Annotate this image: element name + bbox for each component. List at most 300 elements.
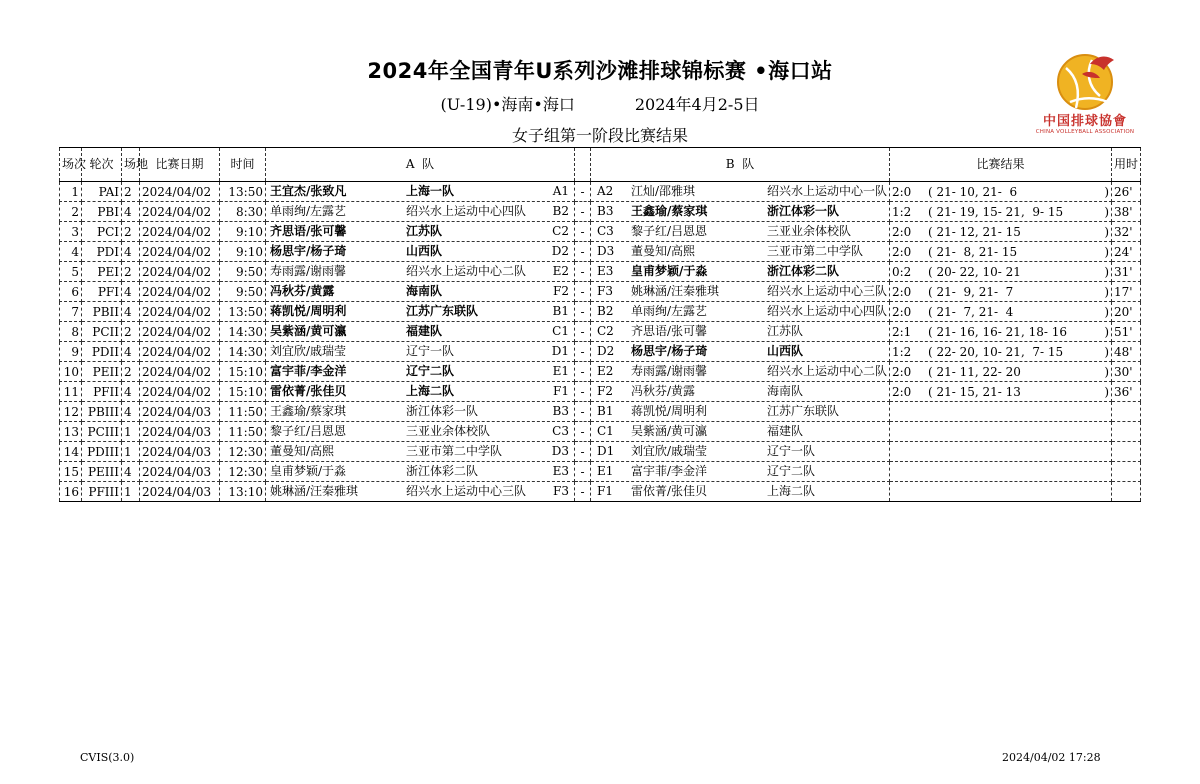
match-time: 15:10 xyxy=(220,362,266,382)
team-b-players: 吴紫涵/黄可瀛 xyxy=(631,424,708,438)
match-date: 2024/04/02 xyxy=(140,302,220,322)
versus-dash: - xyxy=(575,322,591,342)
team-b-cell xyxy=(591,382,890,402)
set-scores-close: ) xyxy=(1104,244,1109,259)
match-result xyxy=(890,202,1112,222)
team-b-cell xyxy=(591,422,890,442)
set-scores: ( 22- 20, 10- 21, 7- 15 xyxy=(928,344,1064,359)
set-scores-close: ) xyxy=(1104,204,1109,219)
team-a-position: E3 xyxy=(552,464,569,478)
team-a-cell xyxy=(266,242,575,262)
match-date: 2024/04/02 xyxy=(140,342,220,362)
match-court: 4 xyxy=(122,302,140,322)
header-row xyxy=(60,148,1141,182)
team-a-club: 绍兴水上运动中心四队 xyxy=(406,204,527,218)
versus-dash: - xyxy=(575,482,591,502)
match-round: PDIII xyxy=(82,442,122,462)
team-a-players: 黎子红/吕恩恩 xyxy=(270,424,347,438)
cva-logo xyxy=(1030,52,1140,144)
team-b-club: 江苏广东联队 xyxy=(767,404,840,418)
event-dates: 2024年4月2-5日 xyxy=(634,95,760,114)
match-result xyxy=(890,362,1112,382)
team-a-club: 绍兴水上运动中心三队 xyxy=(406,484,527,498)
match-time: 8:30 xyxy=(220,202,266,222)
match-court: 1 xyxy=(122,422,140,442)
match-date: 2024/04/02 xyxy=(140,182,220,202)
match-time: 9:50 xyxy=(220,262,266,282)
versus-dash: - xyxy=(575,462,591,482)
team-b-players: 冯秋芬/黄露 xyxy=(631,384,696,398)
match-court: 4 xyxy=(122,242,140,262)
match-court: 2 xyxy=(122,322,140,342)
team-b-players: 寿雨露/谢雨馨 xyxy=(631,364,708,378)
match-result xyxy=(890,222,1112,242)
team-a-position: D1 xyxy=(551,344,569,358)
match-duration: 17' xyxy=(1112,282,1141,302)
match-result xyxy=(890,342,1112,362)
table-row xyxy=(60,202,1141,222)
versus-dash: - xyxy=(575,222,591,242)
match-duration: 36' xyxy=(1112,382,1141,402)
table-row xyxy=(60,482,1141,502)
team-a-players: 齐思语/张可馨 xyxy=(270,224,347,238)
match-round: PBIII xyxy=(82,402,122,422)
results-table xyxy=(59,147,1141,502)
event-subtitle xyxy=(300,92,900,115)
team-a-position: E1 xyxy=(552,364,569,378)
header-duration: 用时 xyxy=(1112,148,1141,182)
set-scores-close: ) xyxy=(1104,284,1109,299)
team-a-cell xyxy=(266,462,575,482)
team-b-players: 刘宜欣/戚瑞莹 xyxy=(631,444,708,458)
match-court: 2 xyxy=(122,182,140,202)
table-row xyxy=(60,342,1141,362)
set-scores: ( 21- 15, 21- 13 xyxy=(928,384,1021,399)
team-a-position: F2 xyxy=(553,284,569,298)
team-b-players: 雷依菁/张佳贝 xyxy=(631,484,708,498)
versus-dash: - xyxy=(575,262,591,282)
match-date: 2024/04/02 xyxy=(140,222,220,242)
match-duration: 24' xyxy=(1112,242,1141,262)
match-time: 9:50 xyxy=(220,282,266,302)
versus-dash: - xyxy=(575,422,591,442)
print-timestamp: 2024/04/02 17:28 xyxy=(1002,751,1101,764)
match-time: 12:30 xyxy=(220,442,266,462)
header-no: 场次 xyxy=(60,148,82,182)
team-b-club: 江苏队 xyxy=(767,324,804,338)
match-no: 12 xyxy=(60,402,82,422)
team-b-position: A2 xyxy=(597,184,614,198)
versus-dash: - xyxy=(575,302,591,322)
match-result xyxy=(890,482,1112,502)
team-b-cell xyxy=(591,462,890,482)
team-b-position: F3 xyxy=(597,284,613,298)
match-no: 3 xyxy=(60,222,82,242)
results-body xyxy=(60,182,1141,502)
team-b-players: 齐思语/张可馨 xyxy=(631,324,708,338)
team-a-players: 皇甫梦颖/于淼 xyxy=(270,464,347,478)
team-a-club: 浙江体彩二队 xyxy=(406,464,479,478)
set-scores-close: ) xyxy=(1104,384,1109,399)
team-b-cell xyxy=(591,242,890,262)
team-b-position: D1 xyxy=(597,444,615,458)
match-round: PBI xyxy=(82,202,122,222)
versus-dash: - xyxy=(575,202,591,222)
match-time: 14:30 xyxy=(220,322,266,342)
match-result xyxy=(890,262,1112,282)
team-a-cell xyxy=(266,302,575,322)
team-b-club: 绍兴水上运动中心四队 xyxy=(766,304,887,318)
team-b-club: 三亚业余体校队 xyxy=(767,224,852,238)
team-a-club: 三亚业余体校队 xyxy=(406,424,491,438)
team-b-players: 江灿/邵雅琪 xyxy=(631,184,696,198)
set-scores: ( 21- 7, 21- 4 xyxy=(928,304,1014,319)
match-time: 14:30 xyxy=(220,342,266,362)
match-no: 13 xyxy=(60,422,82,442)
team-b-players: 姚琳涵/汪秦雅琪 xyxy=(631,284,720,298)
team-a-cell xyxy=(266,442,575,462)
match-time: 9:10 xyxy=(220,222,266,242)
match-round: PCIII xyxy=(82,422,122,442)
match-date: 2024/04/03 xyxy=(140,482,220,502)
match-duration: 48' xyxy=(1112,342,1141,362)
table-row xyxy=(60,242,1141,262)
team-a-cell xyxy=(266,262,575,282)
team-a-club: 上海一队 xyxy=(406,184,455,198)
team-a-club: 江苏队 xyxy=(406,224,443,238)
header-team-b: B 队 xyxy=(591,148,890,182)
match-no: 8 xyxy=(60,322,82,342)
match-score: 2:0 xyxy=(892,184,912,199)
match-no: 7 xyxy=(60,302,82,322)
match-no: 14 xyxy=(60,442,82,462)
match-round: PEI xyxy=(82,262,122,282)
header-team-a: A 队 xyxy=(266,148,575,182)
team-b-cell xyxy=(591,482,890,502)
match-court: 2 xyxy=(122,362,140,382)
set-scores-close: ) xyxy=(1104,184,1109,199)
team-a-players: 单雨绚/左露艺 xyxy=(270,204,347,218)
page-title: 2024年全国青年U系列沙滩排球锦标赛 •海口站 xyxy=(367,59,833,83)
team-a-players: 吴紫涵/黄可瀛 xyxy=(270,324,347,338)
match-score: 2:0 xyxy=(892,224,912,239)
header-result: 比赛结果 xyxy=(890,148,1112,182)
team-a-cell xyxy=(266,382,575,402)
match-score: 2:0 xyxy=(892,244,912,259)
team-b-position: C2 xyxy=(597,324,614,338)
match-round: PCI xyxy=(82,222,122,242)
team-b-cell xyxy=(591,282,890,302)
team-b-position: E1 xyxy=(597,464,614,478)
match-no: 9 xyxy=(60,342,82,362)
versus-dash: - xyxy=(575,342,591,362)
team-b-club: 福建队 xyxy=(767,424,804,438)
match-score: 2:0 xyxy=(892,284,912,299)
match-duration xyxy=(1112,462,1141,482)
set-scores: ( 21- 19, 15- 21, 9- 15 xyxy=(928,204,1064,219)
match-no: 10 xyxy=(60,362,82,382)
match-no: 2 xyxy=(60,202,82,222)
team-b-cell xyxy=(591,182,890,202)
team-a-club: 山西队 xyxy=(406,244,443,258)
team-b-club: 上海二队 xyxy=(767,484,816,498)
match-court: 4 xyxy=(122,342,140,362)
team-a-players: 刘宜欣/戚瑞莹 xyxy=(270,344,347,358)
match-round: PDII xyxy=(82,342,122,362)
match-duration xyxy=(1112,442,1141,462)
team-b-players: 单雨绚/左露艺 xyxy=(631,304,708,318)
match-duration xyxy=(1112,422,1141,442)
versus-dash: - xyxy=(575,382,591,402)
team-b-club: 三亚市第二中学队 xyxy=(767,244,864,258)
match-no: 6 xyxy=(60,282,82,302)
team-a-players: 冯秋芬/黄露 xyxy=(270,284,335,298)
match-round: PFII xyxy=(82,382,122,402)
match-date: 2024/04/02 xyxy=(140,262,220,282)
team-b-cell xyxy=(591,262,890,282)
team-a-club: 辽宁二队 xyxy=(406,364,455,378)
team-b-cell xyxy=(591,202,890,222)
team-b-players: 王鑫瑜/蔡家琪 xyxy=(631,204,708,218)
team-a-position: E2 xyxy=(552,264,569,278)
versus-dash: - xyxy=(575,282,591,302)
team-a-position: C1 xyxy=(552,324,569,338)
team-b-position: B2 xyxy=(597,304,614,318)
match-time: 9:10 xyxy=(220,242,266,262)
team-b-cell xyxy=(591,362,890,382)
team-b-cell xyxy=(591,302,890,322)
team-a-position: B3 xyxy=(552,404,569,418)
team-b-position: F2 xyxy=(597,384,613,398)
match-date: 2024/04/02 xyxy=(140,202,220,222)
match-no: 4 xyxy=(60,242,82,262)
set-scores-close: ) xyxy=(1104,364,1109,379)
match-date: 2024/04/02 xyxy=(140,282,220,302)
match-court: 4 xyxy=(122,202,140,222)
versus-dash: - xyxy=(575,242,591,262)
match-result xyxy=(890,422,1112,442)
team-b-club: 山西队 xyxy=(767,344,804,358)
team-a-club: 辽宁一队 xyxy=(406,344,455,358)
match-score: 2:0 xyxy=(892,304,912,319)
logo-text: 中国排球協會 xyxy=(1042,114,1127,129)
header-time: 时间 xyxy=(220,148,266,182)
match-court: 1 xyxy=(122,442,140,462)
set-scores-close: ) xyxy=(1104,324,1109,339)
team-a-cell xyxy=(266,422,575,442)
match-duration: 30' xyxy=(1112,362,1141,382)
match-duration: 20' xyxy=(1112,302,1141,322)
team-b-club: 绍兴水上运动中心一队 xyxy=(766,184,887,198)
table-row xyxy=(60,462,1141,482)
team-b-club: 海南队 xyxy=(767,384,804,398)
table-row xyxy=(60,262,1141,282)
match-date: 2024/04/03 xyxy=(140,422,220,442)
match-result xyxy=(890,382,1112,402)
match-result xyxy=(890,322,1112,342)
match-time: 12:30 xyxy=(220,462,266,482)
table-row xyxy=(60,222,1141,242)
table-row xyxy=(60,322,1141,342)
match-court: 2 xyxy=(122,262,140,282)
team-b-position: E3 xyxy=(597,264,614,278)
match-duration xyxy=(1112,482,1141,502)
match-result xyxy=(890,182,1112,202)
team-a-club: 三亚市第二中学队 xyxy=(406,444,503,458)
set-scores: ( 21- 11, 22- 20 xyxy=(928,364,1021,379)
match-date: 2024/04/02 xyxy=(140,382,220,402)
match-court: 2 xyxy=(122,222,140,242)
team-a-cell xyxy=(266,402,575,422)
system-version: CVIS(3.0) xyxy=(80,751,135,764)
team-a-club: 福建队 xyxy=(406,324,443,338)
team-b-players: 董曼知/高熙 xyxy=(631,244,696,258)
versus-dash: - xyxy=(575,182,591,202)
header-date: 比赛日期 xyxy=(140,148,220,182)
team-a-position: B1 xyxy=(552,304,569,318)
set-scores-close: ) xyxy=(1104,344,1109,359)
match-round: PCII xyxy=(82,322,122,342)
match-date: 2024/04/03 xyxy=(140,402,220,422)
set-scores: ( 21- 12, 21- 15 xyxy=(928,224,1021,239)
match-date: 2024/04/02 xyxy=(140,362,220,382)
team-a-club: 江苏广东联队 xyxy=(406,304,479,318)
match-result xyxy=(890,302,1112,322)
table-row xyxy=(60,442,1141,462)
team-a-club: 浙江体彩一队 xyxy=(406,404,479,418)
match-round: PEII xyxy=(82,362,122,382)
table-row xyxy=(60,282,1141,302)
team-b-position: F1 xyxy=(597,484,613,498)
team-a-cell xyxy=(266,362,575,382)
match-time: 13:50 xyxy=(220,182,266,202)
team-b-position: C1 xyxy=(597,424,614,438)
versus-dash: - xyxy=(575,442,591,462)
header-round: 轮次 xyxy=(82,148,122,182)
match-duration: 31' xyxy=(1112,262,1141,282)
match-court: 4 xyxy=(122,382,140,402)
team-a-players: 王鑫瑜/蔡家琪 xyxy=(270,404,347,418)
match-time: 11:50 xyxy=(220,422,266,442)
team-b-position: B3 xyxy=(597,204,614,218)
team-a-position: C2 xyxy=(552,224,569,238)
team-b-club: 辽宁二队 xyxy=(767,464,816,478)
match-duration xyxy=(1112,402,1141,422)
match-duration: 26' xyxy=(1112,182,1141,202)
team-b-club: 浙江体彩一队 xyxy=(767,204,840,218)
team-a-club: 海南队 xyxy=(406,284,443,298)
team-b-cell xyxy=(591,442,890,462)
match-time: 11:50 xyxy=(220,402,266,422)
match-round: PBII xyxy=(82,302,122,322)
set-scores-close: ) xyxy=(1104,264,1109,279)
team-a-players: 蒋凯悦/周明利 xyxy=(270,304,347,318)
set-scores: ( 21- 16, 16- 21, 18- 16 xyxy=(928,324,1067,339)
match-round: PAI xyxy=(82,182,122,202)
team-b-club: 浙江体彩二队 xyxy=(767,264,840,278)
team-b-position: D2 xyxy=(597,344,615,358)
match-result xyxy=(890,442,1112,462)
event-location: (U-19)•海南•海口 xyxy=(440,95,575,114)
set-scores: ( 21- 9, 21- 7 xyxy=(928,284,1014,299)
match-time: 15:10 xyxy=(220,382,266,402)
team-a-position: B2 xyxy=(552,204,569,218)
team-a-players: 富宇菲/李金洋 xyxy=(270,364,347,378)
match-round: PFI xyxy=(82,282,122,302)
match-score: 2:0 xyxy=(892,364,912,379)
section-title: 女子组第一阶段比赛结果 xyxy=(511,126,688,145)
match-time: 13:10 xyxy=(220,482,266,502)
team-a-cell xyxy=(266,222,575,242)
team-a-club: 绍兴水上运动中心二队 xyxy=(406,264,527,278)
team-b-players: 皇甫梦颖/于淼 xyxy=(631,264,708,278)
match-result xyxy=(890,402,1112,422)
match-court: 4 xyxy=(122,402,140,422)
match-date: 2024/04/03 xyxy=(140,442,220,462)
team-a-position: C3 xyxy=(552,424,569,438)
team-b-club: 绍兴水上运动中心三队 xyxy=(766,284,887,298)
header-spacer xyxy=(575,148,591,182)
match-result xyxy=(890,462,1112,482)
team-b-cell xyxy=(591,322,890,342)
team-a-cell xyxy=(266,322,575,342)
team-b-position: E2 xyxy=(597,364,614,378)
set-scores: ( 21- 8, 21- 15 xyxy=(928,244,1018,259)
match-duration: 51' xyxy=(1112,322,1141,342)
table-row xyxy=(60,182,1141,202)
team-b-cell xyxy=(591,342,890,362)
team-b-cell xyxy=(591,402,890,422)
team-b-players: 富宇菲/李金洋 xyxy=(631,464,708,478)
set-scores: ( 21- 10, 21- 6 xyxy=(928,184,1018,199)
team-a-position: D3 xyxy=(551,444,569,458)
team-b-position: B1 xyxy=(597,404,614,418)
table-row xyxy=(60,422,1141,442)
table-row xyxy=(60,402,1141,422)
match-date: 2024/04/03 xyxy=(140,462,220,482)
team-b-position: D3 xyxy=(597,244,615,258)
team-a-position: A1 xyxy=(552,184,569,198)
match-result xyxy=(890,282,1112,302)
match-score: 2:1 xyxy=(892,324,912,339)
team-a-position: F3 xyxy=(553,484,569,498)
set-scores-close: ) xyxy=(1104,224,1109,239)
match-round: PDI xyxy=(82,242,122,262)
match-court: 4 xyxy=(122,282,140,302)
match-score: 1:2 xyxy=(892,204,912,219)
table-row xyxy=(60,382,1141,402)
match-score: 0:2 xyxy=(892,264,912,279)
volleyball-logo-icon xyxy=(1030,52,1140,112)
table-row xyxy=(60,302,1141,322)
match-time: 13:50 xyxy=(220,302,266,322)
report-header xyxy=(0,0,1200,150)
team-a-position: D2 xyxy=(551,244,569,258)
versus-dash: - xyxy=(575,402,591,422)
match-date: 2024/04/02 xyxy=(140,322,220,342)
team-b-players: 杨思宇/杨子琦 xyxy=(631,344,708,358)
team-b-cell xyxy=(591,222,890,242)
header-court: 场地 xyxy=(122,148,140,182)
team-a-players: 杨思宇/杨子琦 xyxy=(270,244,347,258)
logo-subtext: CHINA VOLLEYBALL ASSOCIATION xyxy=(1035,129,1135,135)
set-scores-close: ) xyxy=(1104,304,1109,319)
team-a-club: 上海二队 xyxy=(406,384,455,398)
team-a-players: 雷依菁/张佳贝 xyxy=(270,384,347,398)
set-scores: ( 20- 22, 10- 21 xyxy=(928,264,1021,279)
team-a-cell xyxy=(266,482,575,502)
match-duration: 32' xyxy=(1112,222,1141,242)
